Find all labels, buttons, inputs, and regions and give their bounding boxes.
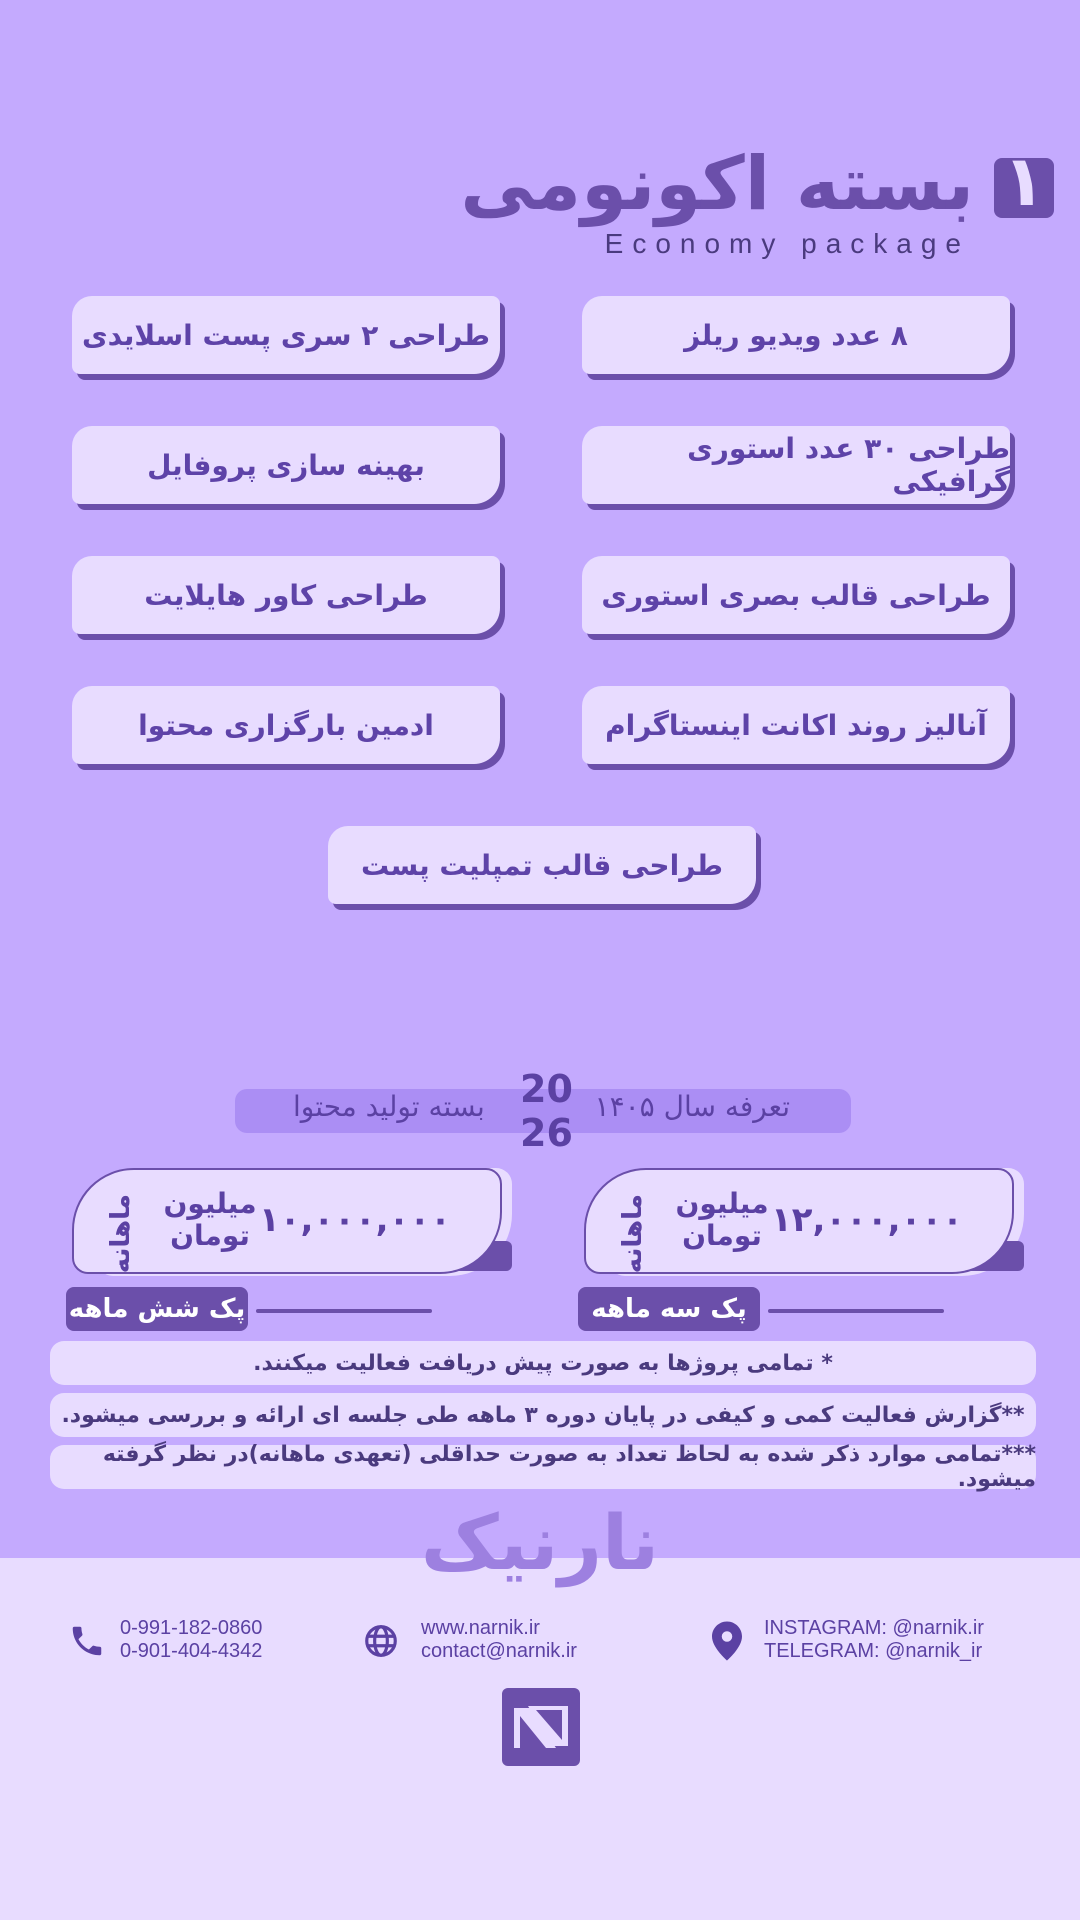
phone-number-2[interactable]: 0-901-404-4342: [120, 1640, 263, 1662]
price-unit-line1: میلیون: [675, 1187, 769, 1220]
page-title: بسته اکونومی: [460, 141, 974, 227]
phone-numbers: [120, 1617, 262, 1663]
price-unit: [160, 1188, 260, 1252]
price-unit: [672, 1188, 772, 1252]
service-item: ادمین بارگزاری محتوا: [72, 686, 500, 764]
service-item: طراحی ۳۰ عدد استوری گرافیکی: [582, 426, 1010, 504]
price-card-3-month: [584, 1168, 1024, 1276]
globe-icon: [362, 1622, 400, 1660]
narnik-logo-icon: [500, 1686, 582, 1768]
service-item: طراحی ۲ سری پست اسلایدی: [72, 296, 500, 374]
price-period: ماهانه: [106, 1194, 136, 1274]
pack-divider: [256, 1309, 432, 1313]
price-unit-line2: تومان: [170, 1219, 250, 1253]
service-item: طراحی قالب بصری استوری: [582, 556, 1010, 634]
tariff-year-text: تعرفه سال ۱۴۰۵: [594, 1090, 790, 1123]
page-subtitle: Economy package: [604, 228, 970, 259]
price-card-outline: [72, 1168, 502, 1274]
service-item: طراحی قالب تمپلیت پست: [328, 826, 756, 904]
price-value: ۱۲,۰۰۰,۰۰۰: [771, 1200, 963, 1240]
phone-number-1[interactable]: 0-991-182-0860: [120, 1617, 263, 1639]
price-unit-line1: میلیون: [163, 1187, 257, 1220]
price-unit-line2: تومان: [682, 1219, 762, 1253]
service-item: طراحی کاور هایلایت: [72, 556, 500, 634]
note-minimum: ***تمامی موارد ذکر شده به لحاظ تعداد به صورت حداقلی (تعهدی ماهانه)در نظر گرفته میشود.: [50, 1445, 1036, 1489]
location-pin-icon: [708, 1620, 746, 1662]
brand-logo-text: نارنیک: [420, 1498, 660, 1587]
price-card-6-month: [72, 1168, 512, 1276]
service-item: بهینه سازی پروفایل: [72, 426, 500, 504]
instagram-handle[interactable]: INSTAGRAM: @narnik.ir: [764, 1617, 984, 1639]
tariff-year: [520, 1067, 573, 1155]
web-contacts: [421, 1617, 577, 1663]
price-value: ۱۰,۰۰۰,۰۰۰: [259, 1200, 451, 1240]
phone-icon: [68, 1622, 106, 1660]
price-period: ماهانه: [618, 1194, 648, 1274]
email-link[interactable]: contact@narnik.ir: [421, 1640, 577, 1662]
pack-label-6-month: پک شش ماهه: [66, 1287, 248, 1331]
price-card-outline: [584, 1168, 1014, 1274]
pack-label-3-month: پک سه ماهه: [578, 1287, 760, 1331]
service-item: آنالیز روند اکانت اینستاگرام: [582, 686, 1010, 764]
telegram-handle[interactable]: TELEGRAM: @narnik_ir: [764, 1640, 983, 1662]
year-bottom: 26: [520, 1110, 573, 1155]
package-number: ۱: [1002, 140, 1046, 222]
website-link[interactable]: www.narnik.ir: [421, 1617, 540, 1639]
tariff-package-text: بسته تولید محتوا: [293, 1090, 485, 1123]
note-prepay: * تمامی پروژها به صورت پیش دریافت فعالیت میکنند.: [50, 1341, 1036, 1385]
service-item: ۸ عدد ویدیو ریلز: [582, 296, 1010, 374]
year-top: 20: [520, 1067, 573, 1111]
social-contacts: [764, 1617, 984, 1663]
pack-divider: [768, 1309, 944, 1313]
note-report: **گزارش فعالیت کمی و کیفی در پایان دوره ۳ ماهه طی جلسه ای ارائه و بررسی میشود.: [50, 1393, 1036, 1437]
